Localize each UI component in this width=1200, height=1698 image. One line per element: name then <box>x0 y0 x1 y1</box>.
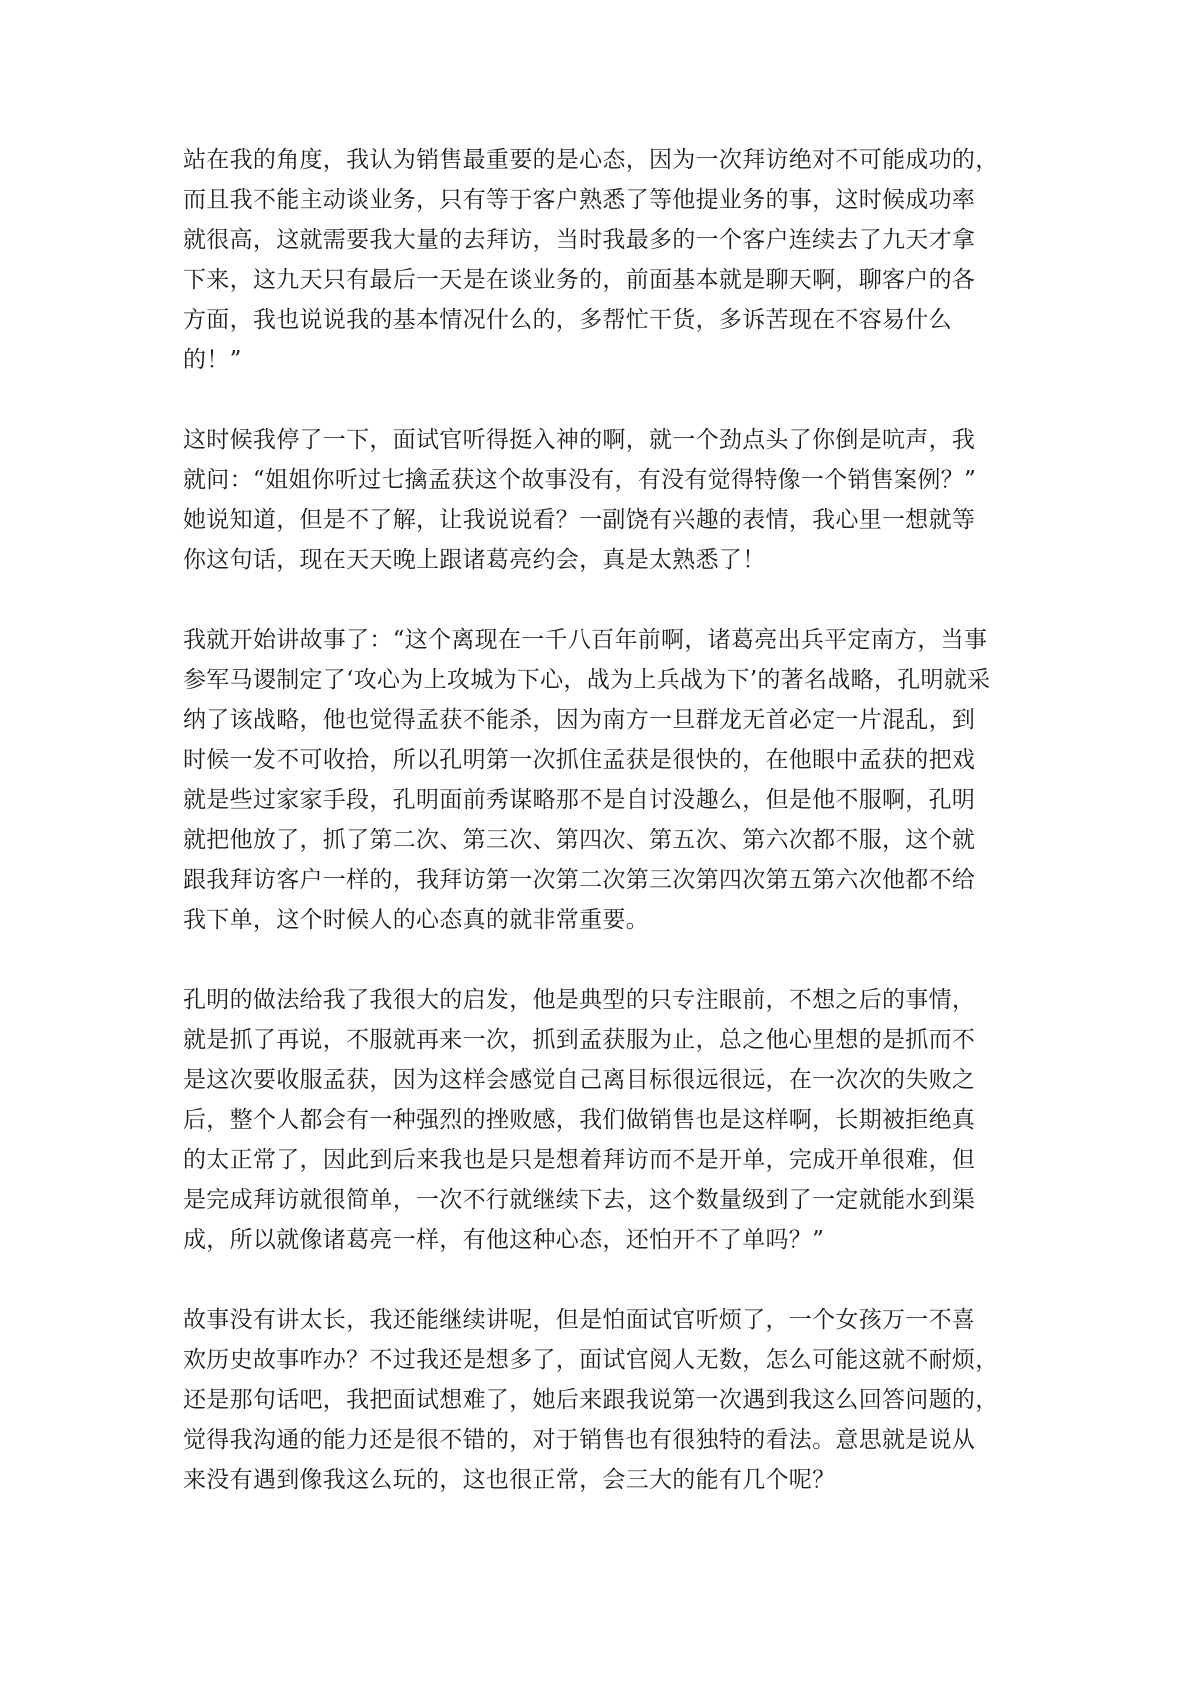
text-line: 跟我拜访客户一样的，我拜访第一次第二次第三次第四次第五第六次他都不给 <box>183 867 976 893</box>
text-line: 参军马谡制定了‘攻心为上攻城为下心，战为上兵战为下’的著名战略，孔明就采 <box>183 667 991 693</box>
text-line: 后，整个人都会有一种强烈的挫败感，我们做销售也是这样啊，长期被拒绝真 <box>183 1107 976 1133</box>
paragraph-1 <box>183 140 1043 380</box>
text-line: 下来，这九天只有最后一天是在谈业务的，前面基本就是聊天啊，聊客户的各 <box>183 267 976 293</box>
text-line: 是完成拜访就很简单，一次不行就继续下去，这个数量级到了一定就能水到渠 <box>183 1187 976 1213</box>
text-line: 站在我的角度，我认为销售最重要的是心态，因为一次拜访绝对不可能成功的， <box>183 147 999 173</box>
text-line: 我就开始讲故事了：“这个离现在一千八百年前啊，诸葛亮出兵平定南方，当事 <box>183 627 988 653</box>
text-line: 时候一发不可收拾，所以孔明第一次抓住孟获是很快的，在他眼中孟获的把戏 <box>183 747 976 773</box>
text-line: 欢历史故事咋办？不过我还是想多了，面试官阅人无数，怎么可能这就不耐烦， <box>183 1347 999 1373</box>
text-line: 这时候我停了一下，面试官听得挺入神的啊，就一个劲点头了你倒是吭声，我 <box>183 427 976 453</box>
text-line: 就很高，这就需要我大量的去拜访，当时我最多的一个客户连续去了九天才拿 <box>183 227 976 253</box>
text-line: 方面，我也说说我的基本情况什么的，多帮忙干货，多诉苦现在不容易什么 <box>183 307 952 333</box>
text-line: 还是那句话吧，我把面试想难了，她后来跟我说第一次遇到我这么回答问题的， <box>183 1387 999 1413</box>
text-line: 你这句话，现在天天晚上跟诸葛亮约会，真是太熟悉了！ <box>183 547 766 573</box>
text-line: 就把他放了，抓了第二次、第三次、第四次、第五次、第六次都不服，这个就 <box>183 827 976 853</box>
text-line: 纳了该战略，他也觉得孟获不能杀，因为南方一旦群龙无首必定一片混乱，到 <box>183 707 976 733</box>
document-body <box>183 140 1043 1540</box>
paragraph-5 <box>183 1300 1043 1500</box>
paragraph-4 <box>183 980 1043 1260</box>
text-line: 的！” <box>183 347 242 373</box>
text-line: 觉得我沟通的能力还是很不错的，对于销售也有很独特的看法。意思就是说从 <box>183 1427 976 1453</box>
text-line: 故事没有讲太长，我还能继续讲呢，但是怕面试官听烦了，一个女孩万一不喜 <box>183 1307 976 1333</box>
text-line: 我下单，这个时候人的心态真的就非常重要。 <box>183 907 649 933</box>
text-line: 来没有遇到像我这么玩的，这也很正常，会三大的能有几个呢？ <box>183 1467 836 1493</box>
text-line: 是这次要收服孟获，因为这样会感觉自己离目标很远很远，在一次次的失败之 <box>183 1067 976 1093</box>
text-line: 的太正常了，因此到后来我也是只是想着拜访而不是开单，完成开单很难，但 <box>183 1147 976 1173</box>
paragraph-2 <box>183 420 1043 580</box>
paragraph-3 <box>183 620 1043 940</box>
text-line: 就是些过家家手段，孔明面前秀谋略那不是自讨没趣么，但是他不服啊，孔明 <box>183 787 976 813</box>
text-line: 她说知道，但是不了解，让我说说看？一副饶有兴趣的表情，我心里一想就等 <box>183 507 976 533</box>
text-line: 就问：“姐姐你听过七擒孟获这个故事没有，有没有觉得特像一个销售案例？” <box>183 467 977 493</box>
text-line: 而且我不能主动谈业务，只有等于客户熟悉了等他提业务的事，这时候成功率 <box>183 187 976 213</box>
text-line: 成，所以就像诸葛亮一样，有他这种心态，还怕开不了单吗？” <box>183 1227 825 1253</box>
text-line: 就是抓了再说，不服就再来一次，抓到孟获服为止，总之他心里想的是抓而不 <box>183 1027 976 1053</box>
text-line: 孔明的做法给我了我很大的启发，他是典型的只专注眼前，不想之后的事情， <box>183 987 976 1013</box>
